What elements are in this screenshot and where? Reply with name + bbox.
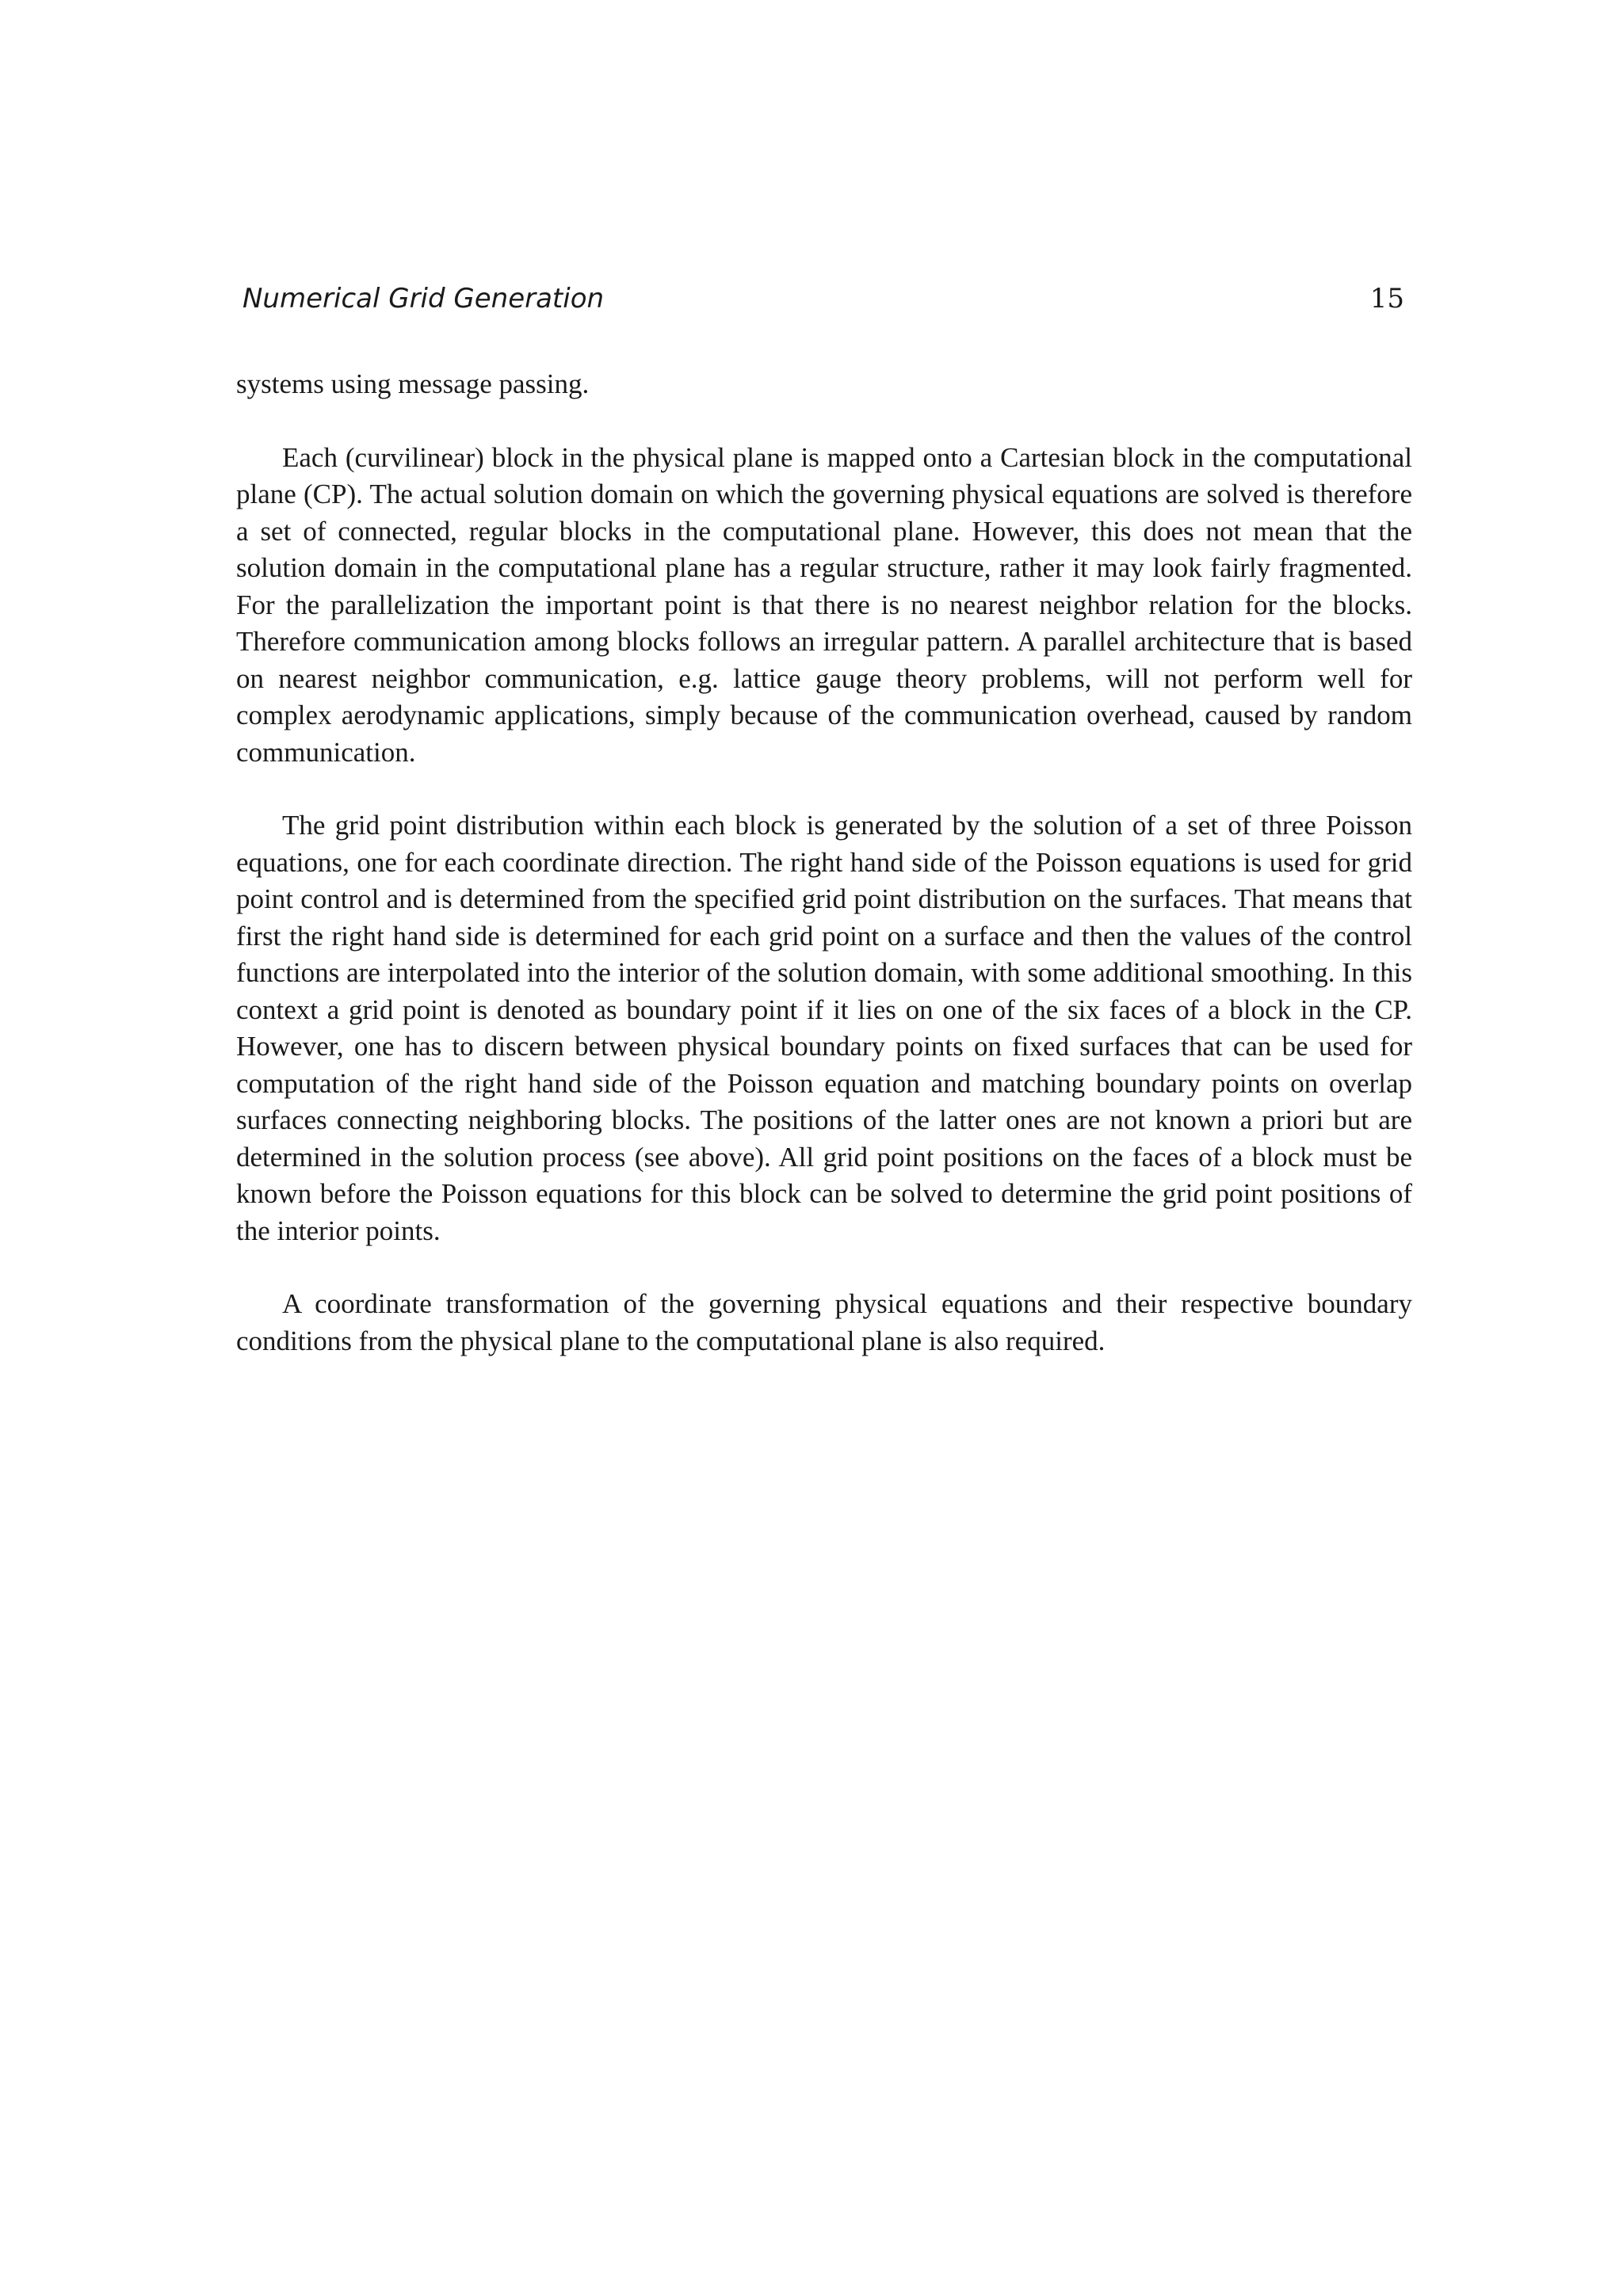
page-number: 15 [1369, 283, 1404, 315]
paragraph-grid-point-distribution: The grid point distribution within each block is generated by the solution of a set of three Poisson equations, one for each coordinate direction. The right hand side of the Poisson equations is used for grid point control and is determined from the specified grid point distribution on the surfaces. That means that first the right hand side is determined for each grid point on a surface and then the values of the control functions are interpolated into the interior of the solution domain, with some additional smoothing. In this context a grid point is denoted as boundary point if it lies on one of the six faces of a block in the CP. However, one has to discern between physical boundary points on fixed surfaces that can be used for computation of the right hand side of the Poisson equation and matching boundary points on overlap surfaces connecting neighboring blocks. The positions of the latter ones are not known a priori but are determined in the solution process (see above). All grid point positions on the faces of a block must be known before the Poisson equations for this block can be solved to determine the grid point positions of the interior points. [236, 810, 1412, 1246]
paragraph-coordinate-transformation: A coordinate transformation of the governing physical equations and their respective boundary conditions from the physical plane to the computational plane is also required. [236, 1288, 1412, 1356]
paragraph-continuation: systems using message passing. [236, 368, 590, 399]
running-title: Numerical Grid Generation [242, 283, 605, 315]
body-text [236, 366, 1412, 1396]
running-header [242, 279, 1404, 318]
paragraph-block-mapping: Each (curvilinear) block in the physical plane is mapped onto a Cartesian block in the computational plane (CP). The actual solution domain on which the governing physical equations are solved is therefore a set of connected, regular blocks in the computational plane. However, this does not mean that the solution domain in the computational plane has a regular structure, rather it may look fairly fragmented. For the parallelization the important point is that there is no nearest neighbor relation for the blocks. Therefore communication among blocks follows an irregular pattern. A parallel architecture that is based on nearest neighbor communication, e.g. lattice gauge theory problems, will not perform well for complex aerodynamic applications, simply because of the communication overhead, caused by random communication. [236, 441, 1412, 768]
